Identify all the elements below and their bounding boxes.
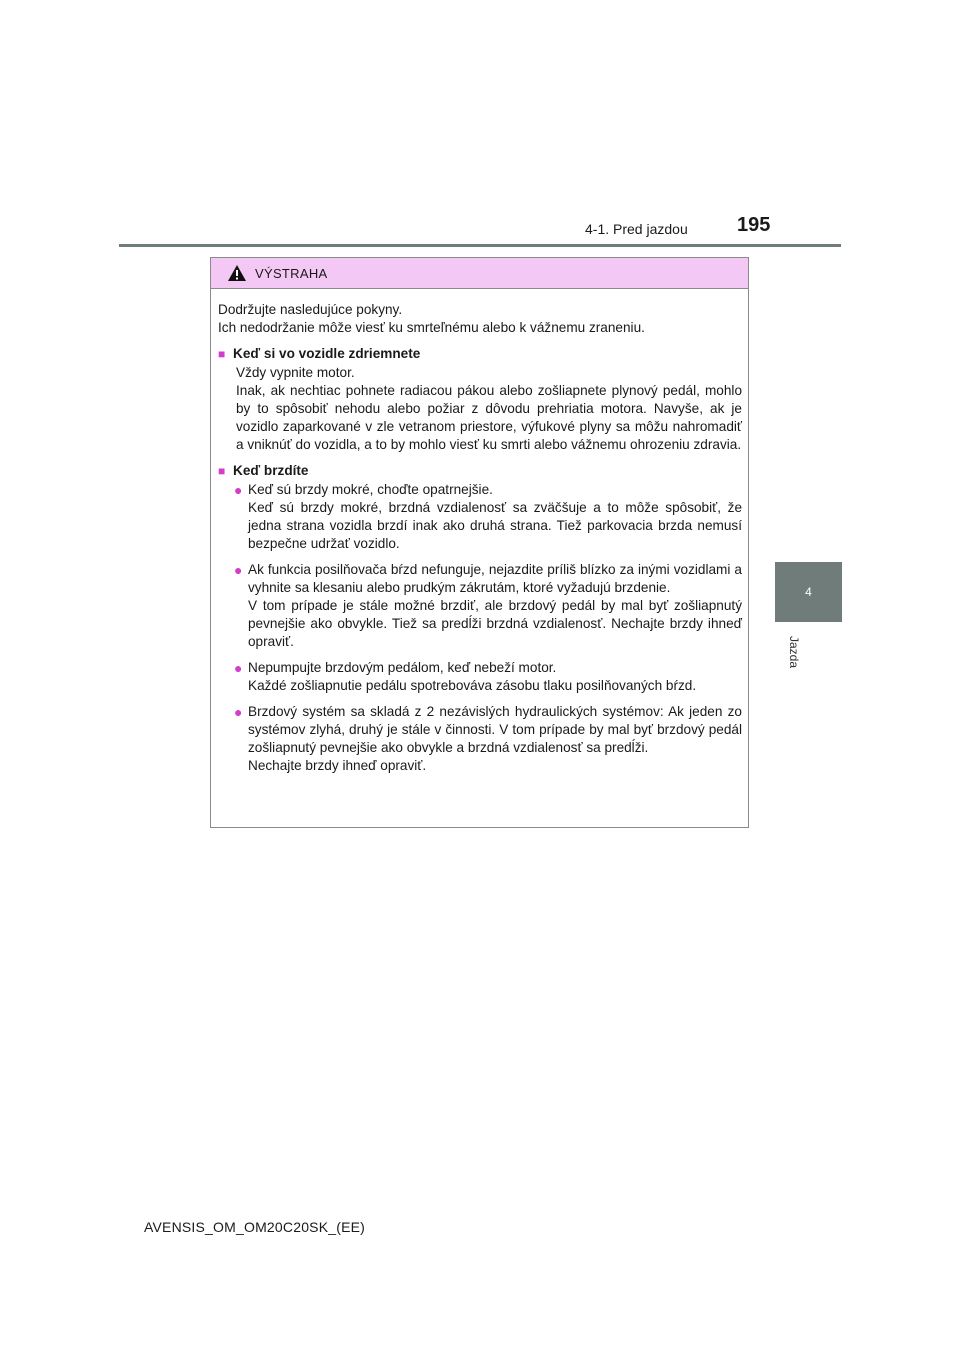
list-item-text (248, 561, 742, 651)
paragraph: Ak funkcia posilňovača bŕzd nefunguje, nejazdite príliš blízko za inými vozidlami a vyhnite sa klesaniu alebo prudkým zákrutám, ktoré vyžadujú brzdenie. (248, 562, 742, 595)
list-item (218, 703, 742, 775)
circle-bullet-icon: ● (234, 704, 243, 720)
intro-line: Dodržujte nasledujúce pokyny. (218, 302, 403, 317)
square-bullet-icon: ■ (218, 347, 226, 361)
list-item (218, 481, 742, 553)
paragraph: Keď sú brzdy mokré, brzdná vzdialenosť sa zväčšuje a to môže spôsobiť, že jedna strana vozidla brzdí inak ako druhá strana. Tiež parkovacia brzda nemusí bezpečne udržať vozidlo. (248, 500, 742, 551)
list-item-text (248, 481, 742, 553)
running-header-section: 4-1. Pred jazdou (585, 221, 688, 237)
list-item-text (248, 703, 742, 775)
page-number: 195 (737, 214, 771, 236)
paragraph: Každé zošliapnutie pedálu spotrebováva zásobu tlaku posilňovaných bŕzd. (248, 678, 697, 693)
paragraph: V tom prípade je stále možné brzdiť, ale brzdový pedál by mal byť zošliapnutý pevnejšie ako obvykle. Tiež sa predĺži brzdná vzdialenosť. Nechajte brzdy ihneď opraviť. (248, 598, 742, 649)
warning-triangle-icon (227, 264, 247, 282)
circle-bullet-icon: ● (234, 660, 243, 676)
warning-intro (218, 301, 742, 337)
paragraph: Keď sú brzdy mokré, choďte opatrnejšie. (248, 482, 493, 497)
warning-header (211, 258, 748, 289)
section-heading (218, 462, 742, 480)
list-item-text (248, 659, 742, 695)
section-body (218, 364, 742, 454)
paragraph: Vždy vypnite motor. (236, 365, 355, 380)
paragraph: Brzdový systém sa skladá z 2 nezávislých hydraulických systémov: Ak jeden zo systémov zlyhá, druhý je stále v činnosti. V tom prípade by mal byť brzdový pedál zošliapnutý pevnejšie ako obvykle a brzdná vzdialenosť sa predĺži. (248, 704, 742, 755)
section-heading (218, 345, 742, 363)
intro-line: Ich nedodržanie môže viesť ku smrteľnému alebo k vážnemu zraneniu. (218, 320, 645, 335)
header-rule (119, 244, 841, 247)
section-heading-text: Keď si vo vozidle zdriemnete (233, 346, 421, 361)
circle-bullet-icon: ● (234, 482, 243, 498)
chapter-label: Jazda (787, 636, 801, 669)
warning-title: VÝSTRAHA (255, 265, 328, 281)
list-item (218, 659, 742, 695)
paragraph: Inak, ak nechtiac pohnete radiacou pákou alebo zošliapnete plynový pedál, mohlo by to spôsobiť nehodu alebo požiar z dôvodu prehriatia motora. Navyše, ak je vozidlo zaparkované v zle vetranom priestore, výfukové plyny sa môžu nahromadiť a vniknúť do vozidla, a to by mohlo viesť ku smrti alebo vážnemu ohrozeniu zdravia. (236, 383, 742, 452)
paragraph: Nepumpujte brzdovým pedálom, keď nebeží motor. (248, 660, 557, 675)
warning-box (210, 257, 749, 828)
section-heading-text: Keď brzdíte (233, 463, 309, 478)
warning-body (211, 289, 748, 775)
paragraph: Nechajte brzdy ihneď opraviť. (248, 758, 427, 773)
list-item (218, 561, 742, 651)
document-code: AVENSIS_OM_OM20C20SK_(EE) (144, 1219, 366, 1235)
square-bullet-icon: ■ (218, 464, 226, 478)
chapter-tab: 4 (775, 562, 842, 622)
circle-bullet-icon: ● (234, 562, 243, 578)
